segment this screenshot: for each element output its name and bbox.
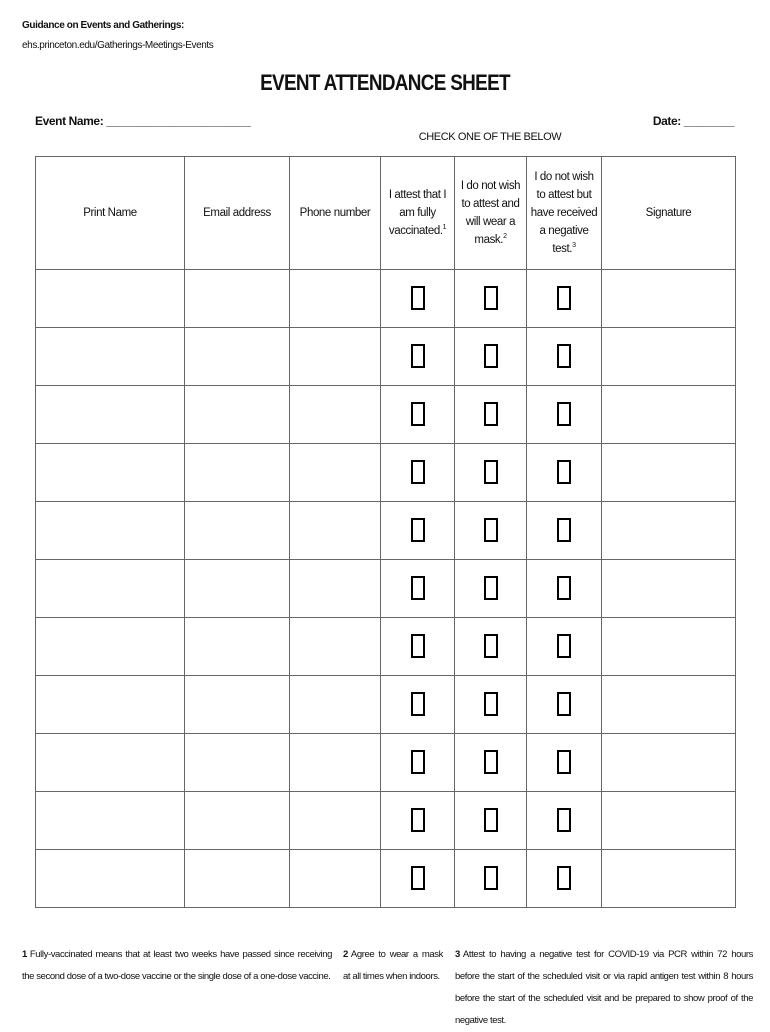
table-row [36,270,736,328]
email-cell[interactable] [185,560,290,618]
negative-test-checkbox[interactable] [557,750,571,774]
event-name-field[interactable]: Event Name: _______________________ [35,114,251,128]
table-row [36,734,736,792]
mask-checkbox[interactable] [484,344,498,368]
guidance-heading: Guidance on Events and Gatherings: [22,20,184,31]
print-name-cell[interactable] [36,792,185,850]
vaccinated-checkbox[interactable] [411,692,425,716]
negative-test-checkbox[interactable] [557,460,571,484]
table-row [36,560,736,618]
negative-test-checkbox[interactable] [557,634,571,658]
mask-cell [455,386,527,444]
vaccinated-checkbox[interactable] [411,750,425,774]
phone-cell[interactable] [290,270,381,328]
table-row [36,502,736,560]
vaccinated-cell [381,792,455,850]
email-cell[interactable] [185,618,290,676]
email-cell[interactable] [185,850,290,908]
mask-checkbox[interactable] [484,518,498,542]
table-row [36,676,736,734]
mask-cell [455,444,527,502]
signature-cell[interactable] [602,560,736,618]
signature-cell[interactable] [602,618,736,676]
vaccinated-checkbox[interactable] [411,518,425,542]
vaccinated-cell [381,444,455,502]
vaccinated-cell [381,618,455,676]
footnote-1: 1 Fully-vaccinated means that at least two weeks have passed since receiving the second dose of a two-dose vaccine or the single dose of a one-dose vaccine. [22,949,332,982]
vaccinated-checkbox[interactable] [411,808,425,832]
mask-checkbox[interactable] [484,808,498,832]
phone-cell[interactable] [290,328,381,386]
vaccinated-checkbox[interactable] [411,402,425,426]
mask-cell [455,850,527,908]
phone-cell[interactable] [290,386,381,444]
vaccinated-cell [381,850,455,908]
footnote-3: 3 Attest to having a negative test for COVID-19 via PCR within 72 hours before the start of the scheduled visit or via rapid antigen test within 8 hours before the start of the scheduled visit and be prepared to show proof of the negative test. [455,949,753,1026]
negative-test-cell [527,328,602,386]
print-name-cell[interactable] [36,850,185,908]
vaccinated-cell [381,270,455,328]
negative-test-checkbox[interactable] [557,808,571,832]
page-title: EVENT ATTENDANCE SHEET [260,70,510,95]
phone-cell[interactable] [290,676,381,734]
email-cell[interactable] [185,734,290,792]
col-header-print-name: Print Name [36,157,185,270]
vaccinated-checkbox[interactable] [411,634,425,658]
negative-test-cell [527,792,602,850]
mask-cell [455,502,527,560]
signature-cell[interactable] [602,502,736,560]
guidance-url[interactable]: ehs.princeton.edu/Gatherings-Meetings-Events [22,40,214,51]
negative-test-checkbox[interactable] [557,286,571,310]
email-cell[interactable] [185,676,290,734]
negative-test-checkbox[interactable] [557,344,571,368]
signature-cell[interactable] [602,734,736,792]
print-name-cell[interactable] [36,328,185,386]
print-name-cell[interactable] [36,270,185,328]
vaccinated-checkbox[interactable] [411,460,425,484]
negative-test-checkbox[interactable] [557,576,571,600]
table-row [36,792,736,850]
signature-cell[interactable] [602,850,736,908]
email-cell[interactable] [185,386,290,444]
vaccinated-checkbox[interactable] [411,866,425,890]
mask-checkbox[interactable] [484,402,498,426]
phone-cell[interactable] [290,618,381,676]
mask-cell [455,618,527,676]
phone-cell[interactable] [290,502,381,560]
email-cell[interactable] [185,502,290,560]
date-field[interactable]: Date: ________ [652,114,734,128]
col-header-mask: I do not wish to attest and will wear a mask.$^2$ [455,157,527,270]
table-row [36,386,736,444]
mask-cell [455,792,527,850]
signature-cell[interactable] [602,444,736,502]
mask-cell [455,560,527,618]
print-name-cell[interactable] [36,386,185,444]
phone-cell[interactable] [290,444,381,502]
print-name-cell[interactable] [36,734,185,792]
print-name-cell[interactable] [36,502,185,560]
mask-checkbox[interactable] [484,692,498,716]
vaccinated-checkbox[interactable] [411,576,425,600]
email-cell[interactable] [185,270,290,328]
vaccinated-cell [381,734,455,792]
negative-test-cell [527,386,602,444]
negative-test-cell [527,734,602,792]
table-row [36,444,736,502]
email-cell[interactable] [185,792,290,850]
print-name-cell[interactable] [36,618,185,676]
vaccinated-cell [381,560,455,618]
negative-test-cell [527,502,602,560]
signature-cell[interactable] [602,792,736,850]
negative-test-cell [527,270,602,328]
negative-test-checkbox[interactable] [557,866,571,890]
check-one-instruction: CHECK ONE OF THE BELOW [418,131,562,143]
col-header-signature: Signature [602,157,736,270]
phone-cell[interactable] [290,560,381,618]
mask-checkbox[interactable] [484,866,498,890]
signature-cell[interactable] [602,386,736,444]
print-name-cell[interactable] [36,444,185,502]
mask-checkbox[interactable] [484,750,498,774]
negative-test-checkbox[interactable] [557,402,571,426]
negative-test-cell [527,850,602,908]
attendance-table [35,156,736,908]
footnote-2: 2 Agree to wear a mask at all times when indoors. [343,949,443,982]
mask-cell [455,270,527,328]
phone-cell[interactable] [290,734,381,792]
mask-checkbox[interactable] [484,576,498,600]
table-row [36,328,736,386]
negative-test-cell [527,560,602,618]
mask-checkbox[interactable] [484,634,498,658]
table-row [36,850,736,908]
vaccinated-cell [381,386,455,444]
col-header-vaccinated: I attest that I am fully vaccinated.$^1$ [381,157,455,270]
col-header-phone: Phone number [290,157,381,270]
mask-cell [455,328,527,386]
negative-test-checkbox[interactable] [557,518,571,542]
mask-checkbox[interactable] [484,286,498,310]
email-cell[interactable] [185,328,290,386]
mask-cell [455,676,527,734]
phone-cell[interactable] [290,792,381,850]
signature-cell[interactable] [602,328,736,386]
col-header-email: Email address [185,157,290,270]
vaccinated-cell [381,328,455,386]
mask-checkbox[interactable] [484,460,498,484]
negative-test-checkbox[interactable] [557,692,571,716]
vaccinated-checkbox[interactable] [411,286,425,310]
negative-test-cell [527,676,602,734]
negative-test-cell [527,444,602,502]
phone-cell[interactable] [290,850,381,908]
signature-cell[interactable] [602,270,736,328]
mask-cell [455,734,527,792]
print-name-cell[interactable] [36,560,185,618]
table-row [36,618,736,676]
col-header-negative-test: I do not wish to attest but have received a negative test.$^3$ [527,157,602,270]
signature-cell[interactable] [602,676,736,734]
email-cell[interactable] [185,444,290,502]
print-name-cell[interactable] [36,676,185,734]
negative-test-cell [527,618,602,676]
header-row [36,157,736,270]
vaccinated-cell [381,502,455,560]
vaccinated-cell [381,676,455,734]
vaccinated-checkbox[interactable] [411,344,425,368]
